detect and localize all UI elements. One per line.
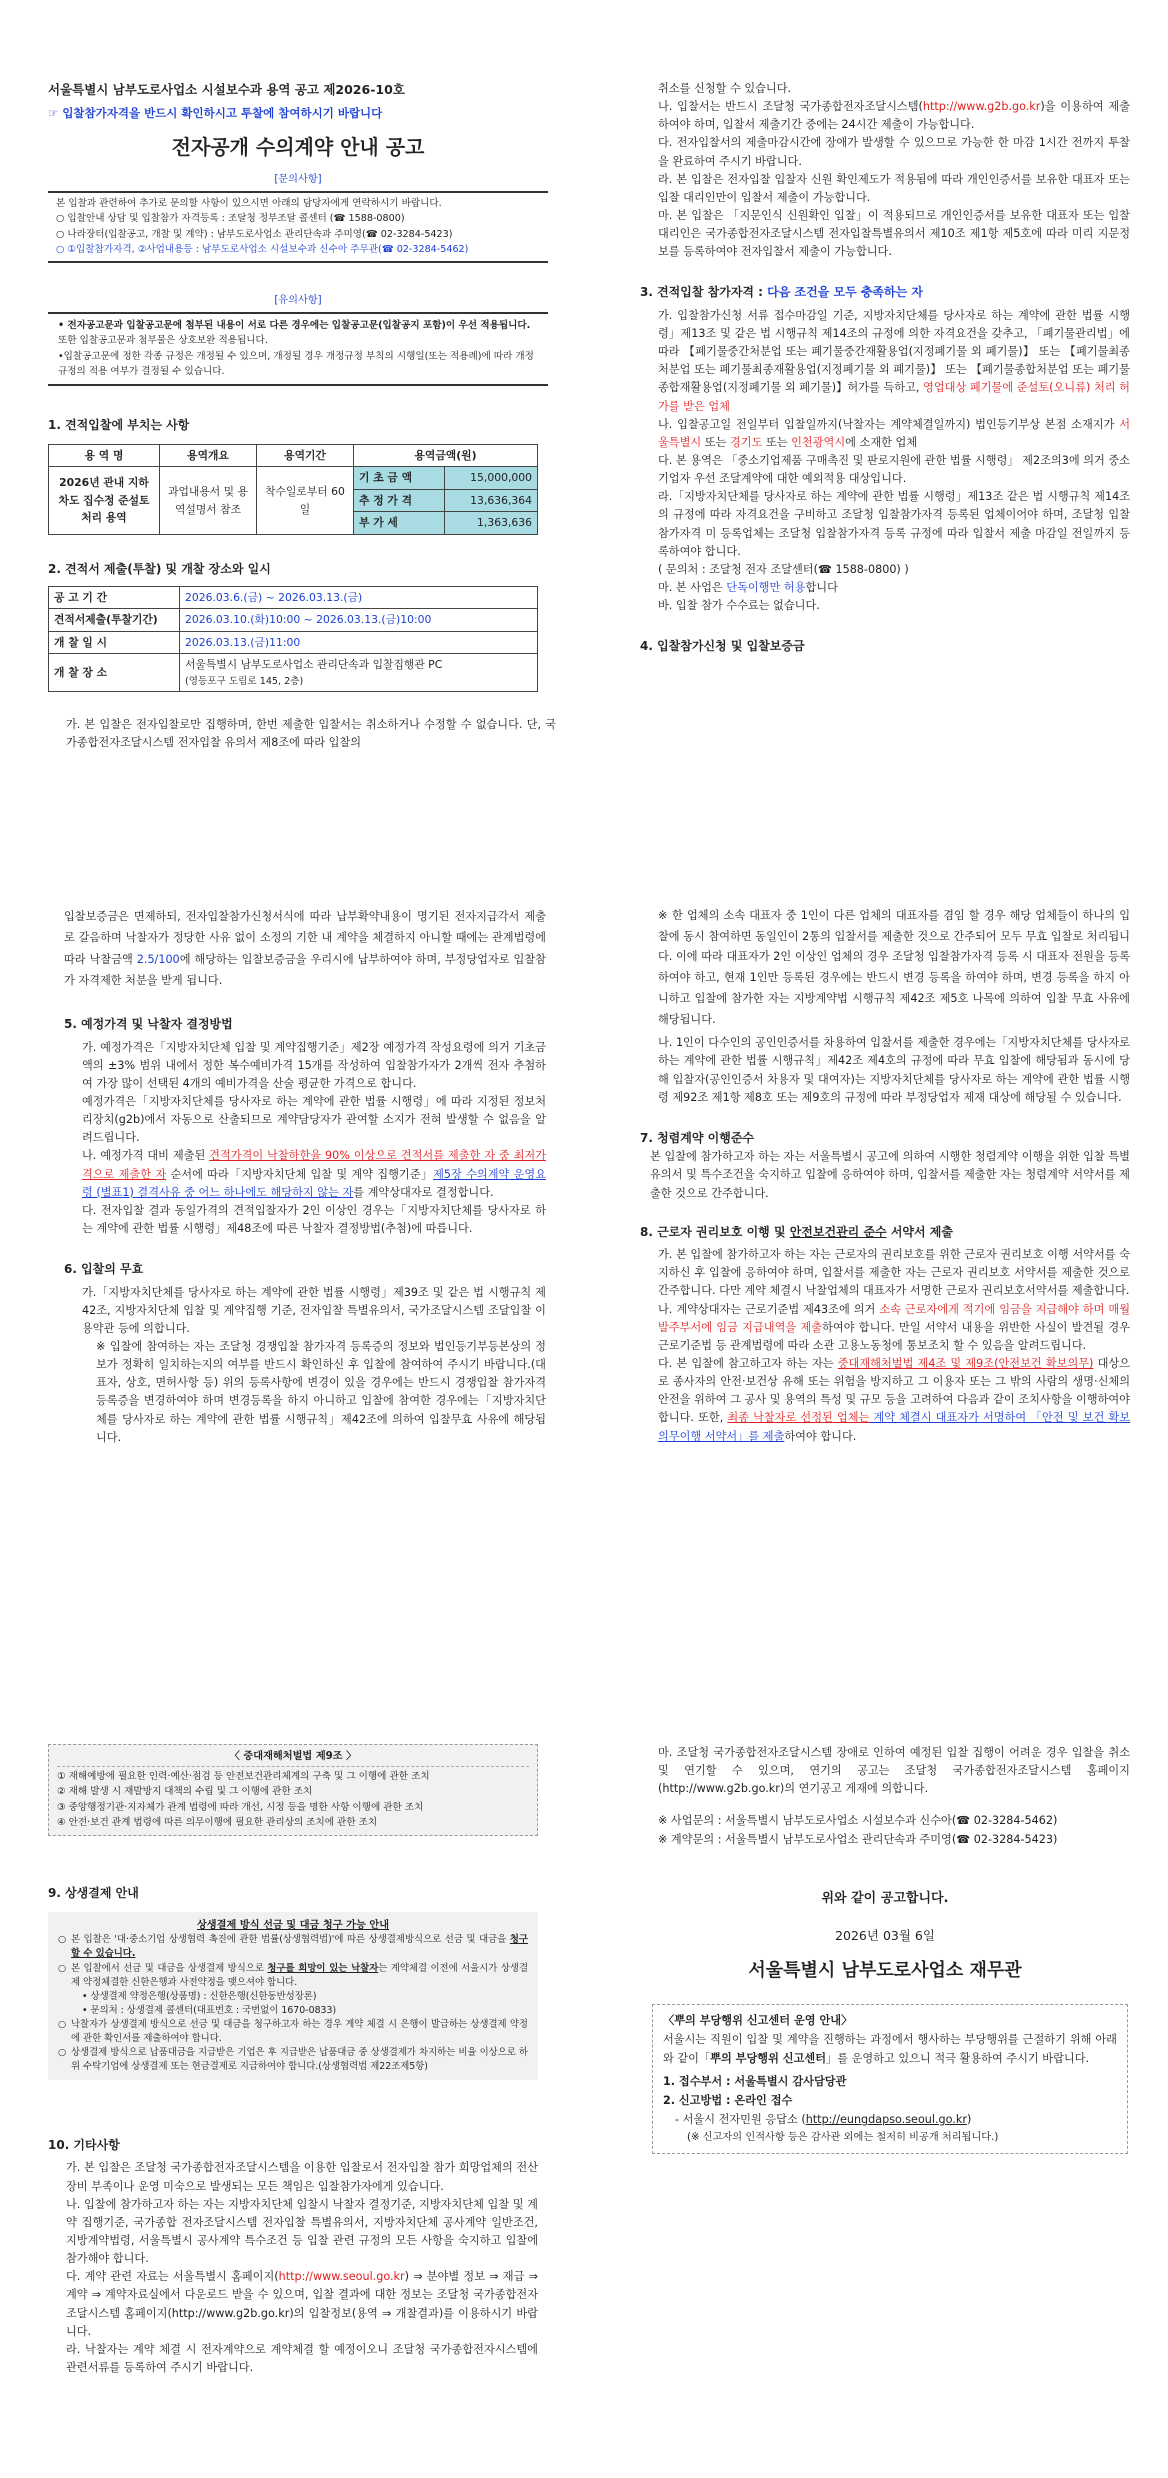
s8-item-ga: 가. 본 입찰에 참가하고자 하는 자는 근로자의 권리보호를 위한 근로자 권리보호 이행 서약서를 숙지하신 후 입찰에 응하여야 하며, 입찰서를 제출한 자는 근로자 권리보호 서약서를 제출한 것으로 간주합니다. 다만 계약 체결시 낙찰업체의 대표자가 서명한 근로자 권리보호서약서를 제출합니다. (658, 1248, 1130, 1298)
text: 서울특별시 (658, 417, 1130, 449)
page-break (0, 880, 1168, 881)
schedule-label: 개 찰 일 시 (49, 631, 180, 653)
caution-paragraph (58, 318, 538, 349)
text: 다. 계약 관련 자료는 서울특별시 홈페이지( (66, 2270, 279, 2284)
text: 영업대상 폐기물에 준설토(오니류) 처리 허가를 받은 업체 (658, 381, 1130, 413)
text: 또는 (701, 435, 730, 449)
schedule-value: 2026.03.13.(금)11:00 (180, 631, 538, 653)
text: 나. 예정가격 대비 제출된 (82, 1149, 210, 1163)
left-col-2 (64, 906, 546, 1447)
text: 하여야 합니다. (784, 1429, 857, 1443)
service-name: 2026년 관내 지하차도 집수정 준설토 처리 용역 (49, 467, 160, 534)
g2b-link[interactable]: http://www.g2b.go.kr (922, 100, 1041, 114)
s3-item-ba: 바. 입찰 참가 수수료는 없습니다. (658, 599, 820, 613)
s10-item-ma: 마. 조달청 국가종합전자조달시스템 장애로 인하여 예정된 입찰 집행이 어려운 경우 입찰을 취소 및 연기할 수 있으며, 연기의 공고는 조달청 국가종합전자조달시스템 홈페이지(http://www.g2b.go.kr)의 연기공고 게재에 의합니다. (658, 1746, 1130, 1796)
section-5-title: 5. 예정가격 및 낙찰자 결정방법 (64, 1017, 233, 1032)
schedule-label: 공 고 기 간 (49, 587, 180, 609)
inquiry-line: ○ ①입찰참가자격, ②사업내용등 : 남부도로사업소 시설보수과 신수아 주무관(☎ 02-3284-5462) (56, 244, 469, 256)
amount-value: 1,363,636 (445, 512, 538, 534)
page-title: 전자공개 수의계약 안내 공고 (171, 134, 425, 159)
section-7-title: 7. 청렴계약 이행준수 (640, 1130, 755, 1145)
schedule-label: 견적서제출(투찰기간) (49, 609, 180, 631)
warning-text: ☞ 입찰참가자격을 반드시 확인하시고 투찰에 참여하시기 바랍니다 (48, 106, 383, 121)
caution-box (48, 293, 548, 386)
text: 서울시는 직원이 입찰 및 계약을 진행하는 과정에서 행사하는 부당행위를 근절하기 위해 아래와 같이「 (663, 2033, 1117, 2066)
text: 중대재해처벌법 제4조 및 제9조(안전보건 확보의무) (837, 1357, 1094, 1371)
text: 청구를 희망이 있는 낙찰자 (267, 1962, 379, 1974)
s8-item-na (640, 1301, 1130, 1355)
s10-item-na: 나. 입찰에 참가하고자 하는 자는 지방자치단체 입찰시 낙찰자 결정기준, 지방자치단체 입찰 및 계약 집행기준, 국가종합 전자조달시스템 전자입찰 특별유의서, 지방자치단체 공사계약 일반조건, 지방계약법령, 서울특별시 공사계약 특수조건 등 입찰 관련 규정의 모든 사항을 숙지하고 입찰에 참가해야 합니다. (66, 2197, 538, 2266)
contact-line: ※ 사업문의 : 서울특별시 남부도로사업소 시설보수과 신수아(☎ 02-3284-5462) (658, 1814, 1058, 1828)
payment-box (48, 1912, 538, 2080)
text: 최종 낙찰자로 선정된 업체는 (727, 1411, 870, 1425)
report-title: 〈뿌의 부당행위 신고센터 운영 안내〉 (663, 2014, 853, 2027)
text: ) ⇒ 분야별 정보 ⇒ 재급 ⇒ 계약 ⇒ 계약자료실에서 다운로드 받을 수 있으며, 입찰 결과에 대한 정보는 조달청 국가종합전자조달시스템 홈페이지(http://www.g2b.go.kr)의 입찰정보(용역 ⇒ 개찰결과)를 이용하시기 바랍니다. (66, 2270, 538, 2338)
payment-sub: • 문의처 : 상생결제 콜센터(대표번호 : 국번없이 1670-0833) (82, 2004, 337, 2016)
section-10-title: 10. 기타사항 (48, 2138, 120, 2152)
text: 8. 근로자 권리보호 이행 및 (640, 1224, 790, 1239)
service-overview: 과업내용서 및 용역설명서 참조 (160, 467, 257, 534)
text: 나. 계약상대자는 근로기준법 제43조에 의거 (658, 1302, 880, 1316)
text: 본 입찰에서 선금 및 대금을 상생결제 방식으로 (71, 1962, 268, 1974)
text: 입찰보증금은 면제하되, 전자입찰참가신청서식에 따라 납부확약내용이 명기된 전자지급각서 제출로 갈음하며 낙찰자가 정당한 사유 없이 소정의 기한 내 계약을 체결하지 아니할 때에는 관계법령에 따라 낙찰금액 (64, 910, 546, 966)
schedule-value: 2026.03.6.(금) ~ 2026.03.13.(금) (180, 587, 538, 609)
text: 소속 근로자에게 적기에 임금을 지급해야 하며 매월 발주부서에 임금 지급내역을 제출 (658, 1302, 1131, 1334)
report-line: 2. 신고방법 : 온라인 접수 (663, 2094, 793, 2108)
law-item: ② 재해 발생 시 재발방지 대책의 수립 및 그 이행에 관한 조치 (57, 1786, 313, 1798)
schedule-label: 개 찰 장 소 (49, 654, 180, 692)
text: 안전보건관리 준수 (789, 1224, 887, 1239)
law-item: ③ 중앙행정기관·지자체가 관계 법령에 따라 개선, 시정 등을 명한 사항 이행에 관한 조치 (57, 1801, 424, 1813)
report-line: 1. 접수부서 : 서울특별시 감사담당관 (663, 2075, 847, 2089)
s2-item-da: 다. 전자입찰서의 제출마감시간에 장애가 발생할 수 있으므로 가능한 한 마감 1시간 전까지 투찰을 완료하여 주시기 바랍니다. (658, 136, 1130, 168)
s5-item-na (64, 1147, 546, 1201)
inquiry-intro: 본 입찰과 관련하여 추가로 문의할 사항이 있으시면 아래의 담당자에게 연락하시기 바랍니다. (56, 197, 442, 209)
inquiry-line: ○ 입찰안내 상담 및 입찰참가 자격등록 : 조달청 정부조달 콜센터 (☎ 1588-0800) (56, 213, 405, 225)
s6-note-2: ※ 한 업체의 소속 대표자 중 1인이 다른 업체의 대표자를 겸임 할 경우 해당 업체들이 하나의 입찰에 동시 참여하면 동일인이 2통의 입찰서를 제출한 것으로 간주되어 모두 무효 입찰로 처리됩니다. 이에 따라 대표자가 2인 이상인 업체의 경우 조달청 입찰참가자격 등록 시 대표자 전원을 등록하여야 하고, 현재 1인만 등록된 경우에는 반드시 변경 등록을 하여야 하며, 변경 등록을 하지 아니하고 입찰에 참가한 자는 지방계약법 시행규칙 제42조 제5호 나목에 의하여 입찰 무효 사유에 해당됩니다. (658, 909, 1130, 1026)
header (48, 80, 548, 163)
s3-item-ga (640, 307, 1130, 416)
caution-paragraph: •입찰공고문에 정한 각종 규정은 개정될 수 있으며, 개정될 경우 개정규정 부칙의 시행일(또는 적용례)에 따라 개정 규정의 적용 여부가 결정될 수 있습니다. (58, 350, 534, 378)
text: 경기도 (729, 435, 763, 449)
text: 제5장 수의계약 운영요령 (별표1) 결격사유 중 어느 하나에도 해당하지 않는 자 (82, 1167, 547, 1199)
closing-org: 서울특별시 남부도로사업소 재무관 (748, 1960, 1022, 1981)
text: 다. 본 입찰에 참고하고자 하는 자는 (658, 1357, 838, 1371)
text: 청구할 수 있습니다. (71, 1934, 528, 1960)
table-header: 용역개요 (160, 445, 257, 467)
text: 대상으로 종사자의 안전·보건상 유해 또는 위험을 방지하고 그 이용자 또는 그 밖의 사람의 생명·신체의 안전을 위하여 그 공사 및 용역의 특성 및 규모 등을 고려하여 다음과 같이 조치사항을 이행하여야 합니다. 또한, (658, 1357, 1130, 1425)
report-line (663, 2110, 1117, 2129)
s2-item-na (640, 98, 1130, 134)
text: 에 소재한 업체 (845, 435, 918, 449)
amount-label: 부 가 세 (354, 512, 445, 534)
s10-item-ga: 가. 본 입찰은 조달청 국가종합전자조달시스템을 이용한 입찰로서 전자입찰 참가 희망업체의 전산장비 부족이나 운영 미숙으로 발생되는 모든 책임은 입찰참가자에게 있습니다. (66, 2161, 538, 2193)
s2-cont: 취소를 신청할 수 있습니다. (658, 82, 792, 95)
amount-label: 기 초 금 액 (354, 467, 445, 489)
closing-date: 2026년 03월 6일 (835, 1928, 935, 1943)
payment-box-title: 상생결제 방식 선금 및 대금 청구 가능 안내 (196, 1920, 390, 1931)
text: 본 입찰은 '대·중소기업 상생협력 촉진에 관한 법률(상생협력법)'에 따른 상생결제방식으로 선금 및 대금을 (71, 1934, 510, 1946)
s3-note: ( 문의처 : 조달청 전자 조달센터(☎ 1588-0800) ) (658, 562, 909, 576)
amount-value: 13,636,364 (445, 489, 538, 511)
text: 하여야 합니다. 만일 서약서 내용을 위반한 사실이 발견될 경우 근로기준법 등 관계법령에 따라 소관 고용노동청에 통보조치 할 수 있음을 알려드립니다. (658, 1320, 1130, 1352)
table-header: 용역금액(원) (354, 445, 538, 467)
text: 3. 견적입찰 참가자격 : (640, 285, 768, 300)
amount-label: 추 정 가 격 (354, 489, 445, 511)
right-col-2 (640, 906, 1130, 1446)
circle-bullet-icon: ○ (58, 1934, 67, 1946)
text: 낙찰자가 상생결제 방식으로 선금 및 대금을 청구하고자 하는 경우 계약 체결 시 은행이 발급하는 상생결제 약정에 관한 확인서를 제출하여야 합니다. (71, 2018, 528, 2045)
schedule-value-2: (영등포구 도림로 145, 2층) (185, 675, 304, 687)
s3-item-na (640, 416, 1130, 452)
section-9-title: 9. 상생결제 안내 (48, 1886, 139, 1900)
s5-item-da: 다. 전자입찰 결과 동일가격의 견적입찰자가 2인 이상인 경우는「지방자치단체를 당사자로 하는 계약에 관한 법률 시행령」제48조에 따른 낙찰자 결정방법(추첨)에 따릅니다. (82, 1203, 546, 1235)
section-8-title (640, 1223, 1130, 1242)
s2-item-ra: 라. 본 입찰은 전자입찰 입찰자 신원 확인제도가 적용됨에 따라 개인인증서를 보유한 대표자 또는 입찰 대리인만이 입찰서 제출이 가능합니다. (658, 172, 1130, 204)
contact-line: ※ 계약문의 : 서울특별시 남부도로사업소 관리단속과 주미영(☎ 02-3284-5423) (658, 1832, 1058, 1846)
right-col-1 (640, 80, 1130, 657)
section-2-title: 2. 견적서 제출(투찰) 및 개찰 장소와 일시 (48, 562, 271, 576)
s3-item-da: 다. 본 용역은 「중소기업제품 구매촉진 및 판로지원에 관한 법률 시행령」 제2조의3에 의거 중소기업자 우선 조달계약에 대한 예외적용 대상입니다. (658, 453, 1130, 486)
section-3-title (640, 283, 1130, 302)
s3-item-ma (640, 579, 1130, 597)
closing-line: 위와 같이 공고합니다. (821, 1891, 949, 1906)
schedule-table (48, 586, 538, 692)
text: 계약 체결시 대표자가 서명하여 「안전 및 보건 확보 의무이행 서약서」를 제출 (658, 1411, 1131, 1443)
report-box (652, 2004, 1128, 2154)
text: 순서에 따라「지방자치단체 입찰 및 계약 집행기준」 (166, 1167, 434, 1181)
payment-sub: • 상생결제 약정은행(상품명) : 신한은행(신한동반성장론) (82, 1990, 317, 2002)
text: 2.5/100 (136, 952, 180, 966)
text: 는 계약체결 이전에 서울시가 상생결제 약정체결한 신한은행과 사전약정을 맺으셔야 합니다. (71, 1962, 528, 1988)
text: 서약서 제출 (886, 1224, 953, 1239)
schedule-value: 서울특별시 남부도로사업소 관리단속과 입찰집행관 PC (185, 658, 443, 672)
right-col-3 (640, 1744, 1130, 1849)
s8-item-da (640, 1355, 1130, 1446)
report-body (663, 2030, 1117, 2068)
text: ) (966, 2113, 972, 2127)
s10-item-da (48, 2268, 538, 2341)
eungdapso-link[interactable]: http://eungdapso.seoul.go.kr (805, 2113, 967, 2127)
section-6-title: 6. 입찰의 무효 (64, 1262, 144, 1277)
law-box-title: 〈 중대재해처벌법 제9조 〉 (57, 1749, 529, 1767)
text: 인천광역시 (791, 435, 846, 449)
text: 다음 조건을 모두 충족하는 자 (767, 285, 923, 300)
s4-body (64, 906, 546, 991)
section-4-title: 4. 입찰참가신청 및 입찰보증금 (640, 639, 805, 654)
service-period: 착수일로부터 60일 (257, 467, 354, 534)
s5-item-ga2: 예정가격은「지방자치단체를 당사자로 하는 계약에 관한 법률 시행령」에 따라 지정된 정보처리장치(g2b)에서 자동으로 산출되므로 계약담당자가 관여할 소지가 전혀 발생할 수 없음을 알려드립니다. (82, 1094, 546, 1145)
s3-item-ra: 라.「지방자치단체를 당사자로 하는 계약에 관한 법률 시행령」제13조 같은 법 시행규칙 제14조의 규정에 따라 자격요건을 구비하고 조달청 입찰참가자격 등록된 업체이어야 하며, 조달청 입찰참가자격 미 등록업체는 조달청 입찰참가자격 등록 규정에 따라 입찰서 제출 마감일 전일까지 등록하여야 합니다. (658, 490, 1130, 558)
s2-item-ma: 마. 본 입찰은 「지문인식 신원확인 입찰」이 적용되므로 개인인증서를 보유한 대표자 또는 입찰대리인은 국가종합전자조달시스템 전자입찰특별유의서 제10조 제1항 제5호에 따라 미리 지문정보를 등록하여야 전자입찰서 제출이 가능합니다. (658, 208, 1130, 259)
text: 합니다 (805, 580, 838, 594)
s5-item-ga: 가. 예정가격은「지방자치단체 입찰 및 계약집행기준」제2장 예정가격 작성요령에 의거 기초금액의 ±3% 범위 내에서 정한 복수예비가격 15개를 작성하여 입찰참가자가 2개씩 전자 추첨하여 가장 많이 선택된 4개의 예비가격을 산술 평균한 가격으로 합니다. (82, 1040, 546, 1090)
s6-note: ※ 입찰에 참여하는 자는 조달청 경쟁입찰 참가자격 등록증의 정보와 법인등기부등본상의 정보가 정확히 일치하는지의 여부를 반드시 확인하신 후 입찰에 참여하여 주시기 바랍니다.(대표자, 상호, 면허사항 등) 위의 등록사항에 변경이 있을 경우에는 반드시 경쟁입찰 참가자격 등록증을 변경하여야 하며 변경등록을 하지 아니하고 입찰에 참여한 경우에는「지방자치단체를 당사자로 하는 계약에 관한 법률 시행규칙」제42조에 의하여 입찰무효 사유에 해당됩니다. (96, 1339, 546, 1444)
section-10 (48, 2136, 538, 2377)
notice-number: 서울특별시 남부도로사업소 시설보수과 용역 공고 제2026-10호 (48, 82, 405, 97)
inquiry-title: [문의사항] (274, 174, 322, 185)
payment-item (58, 1933, 528, 1961)
section-1-title: 1. 견적입찰에 부치는 사항 (48, 418, 190, 432)
table-header: 용 역 명 (49, 445, 160, 467)
s7-body: 본 입찰에 참가하고자 하는 자는 서울특별시 공고에 의하여 시행한 청렴계약 이행을 위한 입찰 특별유의서 및 특수조건을 숙지하고 입찰에 응하여야 하며, 입찰서를 제출한 자는 청렴계약 서약서를 제출한 것으로 간주합니다. (650, 1150, 1130, 1200)
circle-bullet-icon: ○ (58, 2018, 67, 2030)
report-line: (※ 신고자의 인적사항 등은 감사관 외에는 철저히 비공개 처리됩니다.) (687, 2132, 999, 2144)
text: 」를 운영하고 있으니 적극 활용하여 주시기 바랍니다. (826, 2052, 1090, 2066)
text: 에 해당하는 입찰보증금을 우리시에 납부하여야 하며, 부정당업자로 입찰참가 자격제한 처분을 받게 됩니다. (64, 952, 546, 987)
s10-item-ra: 라. 낙찰자는 계약 체결 시 전자계약으로 계약체결 할 예정이오니 조달청 국가종합전자시스템에 관련서류를 등록하여 주시기 바랍니다. (66, 2342, 538, 2374)
text: 또는 (762, 435, 792, 449)
schedule-value: 2026.03.10.(화)10:00 ~ 2026.03.13.(금)10:00 (180, 609, 538, 631)
text: 상생결제 방식으로 납품대금을 지급받은 기업은 후 지급받은 납품대금 중 상생결제가 차지하는 비율 이상으로 하위 수탁기업에 상생결제 또는 현금결제로 지급하여야 합니다.(상생협력법 제22조제5항) (71, 2047, 528, 2073)
payment-item (58, 1962, 528, 1990)
text: 나. 입찰공고일 전일부터 입찰일까지(낙찰자는 계약체결일까지) 법인등기부상 본점 소재지가 (658, 417, 1120, 431)
text: 가. 입찰참가신청 서류 접수마감일 기준, 지방자치단체를 당사자로 하는 계약에 관한 법률 시행령」제13조 및 같은 법 시행규칙 제14조의 규정에 의한 자격요건을 갖추고, 「폐기물관리법」에 따라 【폐기물중간처분업 또는 폐기물중간재활용업(지정폐기물 외 폐기물)】 또는 【폐기물최종처분업 또는 폐기물최종재활용업(지정폐기물 외 폐기물)】 또는 【폐기물종합처분업 또는 폐기물종합재활용업(지정폐기물 외 폐기물)】허가를 득하고, (658, 308, 1130, 395)
inquiry-box (48, 172, 548, 263)
caution-body (48, 312, 548, 386)
circle-bullet-icon: ○ (58, 1962, 67, 1974)
circle-bullet-icon: ○ (58, 2047, 67, 2059)
text: 견적가격이 낙찰하한율 90% 이상으로 견적서를 제출한 자 중 최저가격으로 제출한 자 (82, 1149, 546, 1181)
text: 나. 입찰서는 반드시 조달청 국가종합전자조달시스템( (658, 100, 923, 114)
caution-bold: • 전자공고문과 입찰공고문에 첨부된 내용이 서로 다른 경우에는 입찰공고문(입찰공지 포함)이 우선 적용됩니다. (58, 319, 531, 331)
service-table (48, 444, 538, 535)
seoul-link[interactable]: http://www.seoul.go.kr (278, 2270, 405, 2284)
payment-item (58, 2046, 528, 2074)
law-box (48, 1744, 538, 1836)
inquiry-line: ○ 나라장터(입찰공고, 개찰 및 계약) : 남부도로사업소 관리단속과 주미영(☎ 02-3284-5423) (56, 228, 453, 240)
inquiry-body (48, 191, 548, 263)
s2-item-ga: 가. 본 입찰은 전자입찰로만 집행하며, 한번 제출한 입찰서는 취소하거나 수정할 수 없습니다. 단, 국가종합전자조달시스템 전자입찰 유의서 제8조에 따라 입찰의 (66, 718, 556, 750)
text: 뿌의 부당행위 신고센터 (710, 2052, 827, 2066)
caution-title: [유의사항] (274, 295, 322, 306)
caution-rest: 또한 입찰공고문과 첨부물은 상호보완 적용됩니다. (58, 335, 268, 347)
s6-item-na: 나. 1인이 다수인의 공인인증서를 차용하여 입찰서를 제출한 경우에는「지방자치단체를 당사자로 하는 계약에 관한 법률 시행규칙」제42조 제4호의 규정에 따라 무효 입찰에 해당됨과 동시에 당해 입찰자(공인인증서 차용자 및 대여자)는 지방자치단체를 당사자로 하는 계약에 관한 법률 시행령 제92조 제1항 제8호 또는 제9호의 규정에 따라 부정당업자 제재 대상에 해당될 수 있습니다. (658, 1036, 1130, 1104)
text: )을 이용하여 제출하여야 하며, 입찰서 제출기간 중에는 24시간 제출이 가능합니다. (658, 100, 1130, 132)
table-header: 용역기간 (257, 445, 354, 467)
law-item: ① 재해예방에 필요한 인력·예산·점검 등 안전보건관리체계의 구축 및 그 이행에 관한 조치 (57, 1770, 430, 1782)
text: 마. 본 사업은 (658, 580, 727, 594)
text: - 서울시 전자민원 응답소 ( (675, 2113, 806, 2127)
law-item: ④ 안전·보건 관계 법령에 따른 의무이행에 필요한 관리상의 조치에 관한 조치 (57, 1817, 378, 1829)
text: 를 계약상대자로 결정합니다. (353, 1185, 494, 1199)
payment-item (58, 2018, 528, 2046)
text: 단독이행만 허용 (726, 580, 806, 594)
schedule-value-cell (180, 654, 538, 692)
amount-value: 15,000,000 (445, 467, 538, 489)
s6-item-ga: 가.「지방자치단체를 당사자로 하는 계약에 관한 법률 시행령」제39조 및 같은 법 시행규칙 제42조, 지방자치단체 입찰 및 계약집행 기준, 전자입찰 특별유의서, 국가조달시스템 조달입찰 이용약관 등에 의합니다. (82, 1285, 546, 1335)
